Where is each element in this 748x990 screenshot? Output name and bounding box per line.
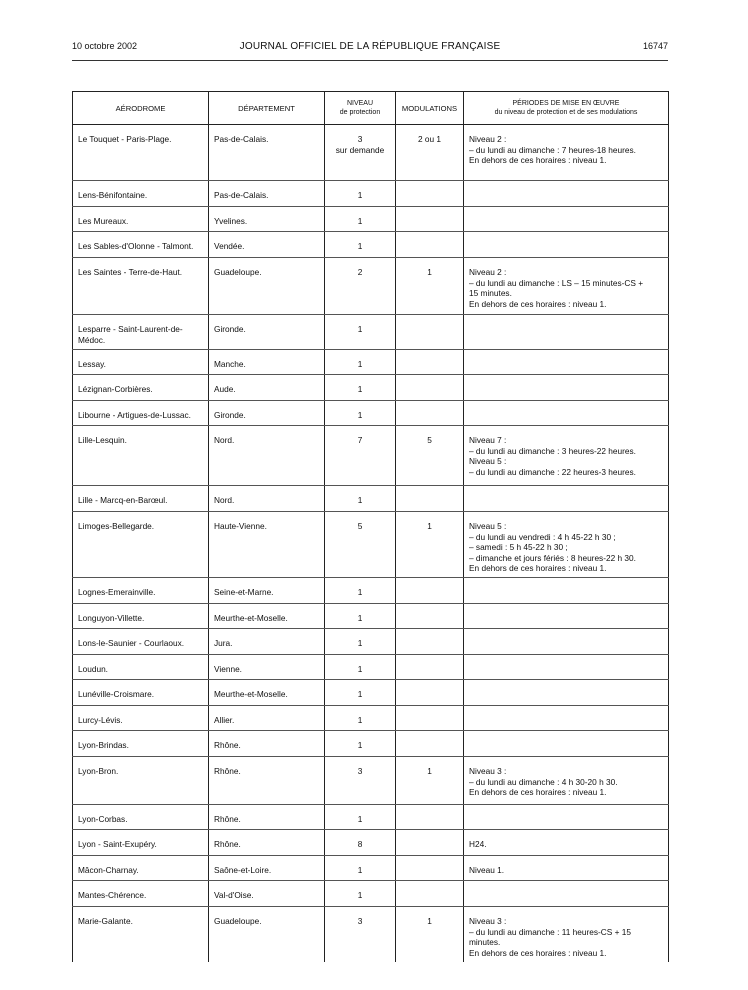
niveau-line: 2 bbox=[357, 267, 363, 277]
niveau-cell bbox=[325, 578, 396, 604]
col-niveau bbox=[325, 92, 396, 125]
aerodrome-cell: Les Saintes - Terre-de-Haut. bbox=[73, 258, 209, 315]
periodes-cell bbox=[464, 830, 669, 856]
aerodrome-cell: Mantes-Chérence. bbox=[73, 881, 209, 907]
col-aerodrome: AÉRODROME bbox=[73, 92, 209, 125]
niveau-cell bbox=[325, 805, 396, 830]
niveau-cell bbox=[325, 512, 396, 578]
periode-line: – samedi : 5 h 45-22 h 30 ; bbox=[469, 542, 568, 552]
niveau-cell bbox=[325, 125, 396, 181]
table-row bbox=[73, 830, 669, 856]
modulations-cell bbox=[396, 856, 464, 881]
departement-cell: Val-d'Oise. bbox=[209, 881, 325, 907]
departement-cell: Haute-Vienne. bbox=[209, 512, 325, 578]
modulations-cell bbox=[396, 881, 464, 907]
table-row bbox=[73, 706, 669, 731]
table-row bbox=[73, 578, 669, 604]
col-niveau-line1: NIVEAU bbox=[346, 100, 374, 107]
niveau-cell bbox=[325, 207, 396, 232]
periode-line: Niveau 5 : bbox=[469, 521, 507, 531]
niveau-line: 1 bbox=[357, 689, 363, 699]
aerodrome-cell: Limoges-Bellegarde. bbox=[73, 512, 209, 578]
table-row bbox=[73, 350, 669, 375]
departement-cell: Guadeloupe. bbox=[209, 907, 325, 962]
niveau-cell bbox=[325, 706, 396, 731]
modulations-cell bbox=[396, 830, 464, 856]
niveau-cell bbox=[325, 181, 396, 207]
periodes-cell bbox=[464, 856, 669, 881]
periodes-cell bbox=[464, 604, 669, 629]
table-row bbox=[73, 907, 669, 962]
niveau-line: 1 bbox=[357, 216, 363, 226]
periodes-cell bbox=[464, 375, 669, 401]
aerodrome-cell: Lyon-Bron. bbox=[73, 757, 209, 805]
aerodrome-cell: Marie-Galante. bbox=[73, 907, 209, 962]
niveau-line: 1 bbox=[357, 384, 363, 394]
departement-cell: Pas-de-Calais. bbox=[209, 181, 325, 207]
table-row bbox=[73, 805, 669, 830]
table-row bbox=[73, 375, 669, 401]
table-row bbox=[73, 655, 669, 680]
aerodrome-cell: Lens-Bénifontaine. bbox=[73, 181, 209, 207]
aerodrome-cell: Les Mureaux. bbox=[73, 207, 209, 232]
niveau-cell bbox=[325, 680, 396, 706]
table-row bbox=[73, 232, 669, 258]
departement-cell: Yvelines. bbox=[209, 207, 325, 232]
modulations-cell bbox=[396, 805, 464, 830]
niveau-line: 3 bbox=[357, 134, 363, 144]
niveau-cell bbox=[325, 315, 396, 350]
periodes-cell bbox=[464, 181, 669, 207]
periodes-cell bbox=[464, 125, 669, 181]
aerodrome-cell: Le Touquet - Paris-Plage. bbox=[73, 125, 209, 181]
niveau-line: 1 bbox=[357, 814, 363, 824]
periode-line: Niveau 7 : bbox=[469, 435, 507, 445]
aerodrome-cell: Lille-Lesquin. bbox=[73, 426, 209, 486]
journal-title: JOURNAL OFFICIEL DE LA RÉPUBLIQUE FRANÇAISE bbox=[239, 41, 501, 52]
periodes-cell bbox=[464, 258, 669, 315]
periode-line: – du lundi au dimanche : 7 heures-18 heures. bbox=[469, 144, 636, 155]
modulations-cell bbox=[396, 207, 464, 232]
aerodrome-cell: Lesparre - Saint-Laurent-de-Médoc. bbox=[73, 315, 209, 350]
niveau-cell bbox=[325, 907, 396, 962]
periode-line: En dehors de ces horaires : niveau 1. bbox=[469, 947, 607, 958]
aerodrome-cell: Lognes-Emerainville. bbox=[73, 578, 209, 604]
niveau-cell bbox=[325, 731, 396, 757]
niveau-line: 1 bbox=[357, 190, 363, 200]
niveau-line: 1 bbox=[357, 638, 363, 648]
departement-cell: Allier. bbox=[209, 706, 325, 731]
col-periodes-line2: du niveau de protection et de ses modulations bbox=[494, 109, 638, 116]
periodes-cell bbox=[464, 629, 669, 655]
niveau-cell bbox=[325, 401, 396, 426]
modulations-cell: 1 bbox=[396, 512, 464, 578]
niveau-line: 1 bbox=[357, 613, 363, 623]
table-row bbox=[73, 181, 669, 207]
periodes-cell bbox=[464, 401, 669, 426]
aerodrome-cell: Libourne - Artigues-de-Lussac. bbox=[73, 401, 209, 426]
header-rule bbox=[72, 60, 668, 61]
niveau-cell bbox=[325, 830, 396, 856]
departement-cell: Rhône. bbox=[209, 830, 325, 856]
niveau-line: 1 bbox=[357, 241, 363, 251]
periode-line: – du lundi au dimanche : 3 heures-22 heures. bbox=[469, 445, 636, 456]
departement-cell: Rhône. bbox=[209, 757, 325, 805]
periode-line: – du lundi au vendredi : 4 h 45-22 h 30 ; bbox=[469, 531, 616, 542]
departement-cell: Aude. bbox=[209, 375, 325, 401]
niveau-line: 7 bbox=[357, 435, 363, 445]
aerodrome-cell: Lons-le-Saunier - Courlaoux. bbox=[73, 629, 209, 655]
niveau-cell bbox=[325, 629, 396, 655]
periode-line: Niveau 2 : bbox=[469, 134, 507, 144]
niveau-line: 1 bbox=[357, 324, 363, 334]
modulations-cell bbox=[396, 315, 464, 350]
departement-cell: Jura. bbox=[209, 629, 325, 655]
modulations-cell bbox=[396, 486, 464, 512]
table-row bbox=[73, 258, 669, 315]
niveau-cell bbox=[325, 258, 396, 315]
niveau-line: 1 bbox=[357, 740, 363, 750]
periode-line: H24. bbox=[469, 839, 487, 849]
aerodrome-table bbox=[72, 91, 669, 962]
modulations-cell bbox=[396, 401, 464, 426]
modulations-cell bbox=[396, 350, 464, 375]
niveau-line: 1 bbox=[357, 587, 363, 597]
table-row bbox=[73, 629, 669, 655]
niveau-line: 5 bbox=[357, 521, 363, 531]
table-row bbox=[73, 512, 669, 578]
periodes-cell bbox=[464, 512, 669, 578]
table-row bbox=[73, 486, 669, 512]
niveau-line: 1 bbox=[357, 664, 363, 674]
niveau-line: 3 bbox=[357, 766, 363, 776]
niveau-cell bbox=[325, 426, 396, 486]
departement-cell: Pas-de-Calais. bbox=[209, 125, 325, 181]
periodes-cell bbox=[464, 680, 669, 706]
table-row bbox=[73, 315, 669, 350]
aerodrome-cell: Lurcy-Lévis. bbox=[73, 706, 209, 731]
table-row bbox=[73, 401, 669, 426]
periodes-cell bbox=[464, 757, 669, 805]
periodes-cell bbox=[464, 232, 669, 258]
niveau-cell bbox=[325, 604, 396, 629]
periode-line: En dehors de ces horaires : niveau 1. bbox=[469, 298, 607, 309]
aerodrome-cell: Lessay. bbox=[73, 350, 209, 375]
table-row bbox=[73, 604, 669, 629]
modulations-cell bbox=[396, 578, 464, 604]
departement-cell: Seine-et-Marne. bbox=[209, 578, 325, 604]
table-row bbox=[73, 680, 669, 706]
departement-cell: Meurthe-et-Moselle. bbox=[209, 604, 325, 629]
departement-cell: Vendée. bbox=[209, 232, 325, 258]
departement-cell: Gironde. bbox=[209, 315, 325, 350]
col-periodes-line1: PÉRIODES DE MISE EN ŒUVRE bbox=[512, 100, 620, 107]
modulations-cell: 1 bbox=[396, 258, 464, 315]
periode-line: – dimanche et jours fériés : 8 heures-22 h 30. bbox=[469, 552, 636, 563]
niveau-line: sur demande bbox=[335, 144, 385, 155]
periode-line: 15 minutes. bbox=[469, 288, 512, 298]
page-header bbox=[72, 41, 668, 55]
niveau-line: 1 bbox=[357, 359, 363, 369]
niveau-line: 8 bbox=[357, 839, 363, 849]
table-row bbox=[73, 856, 669, 881]
niveau-cell bbox=[325, 881, 396, 907]
modulations-cell bbox=[396, 655, 464, 680]
aerodrome-cell: Lyon-Brindas. bbox=[73, 731, 209, 757]
modulations-cell: 2 ou 1 bbox=[396, 125, 464, 181]
col-periodes bbox=[464, 92, 669, 125]
aerodrome-cell: Loudun. bbox=[73, 655, 209, 680]
periode-line: Niveau 2 : bbox=[469, 267, 507, 277]
col-modulations: MODULATIONS bbox=[396, 92, 464, 125]
table-row bbox=[73, 125, 669, 181]
aerodrome-cell: Mâcon-Charnay. bbox=[73, 856, 209, 881]
periode-line: En dehors de ces horaires : niveau 1. bbox=[469, 787, 607, 797]
col-departement: DÉPARTEMENT bbox=[209, 92, 325, 125]
modulations-cell bbox=[396, 629, 464, 655]
niveau-line: 1 bbox=[357, 410, 363, 420]
page-number: 16747 bbox=[642, 41, 668, 51]
table-row bbox=[73, 207, 669, 232]
table-header-row bbox=[73, 92, 669, 125]
table-row bbox=[73, 426, 669, 486]
niveau-line: 1 bbox=[357, 495, 363, 505]
periodes-cell bbox=[464, 731, 669, 757]
niveau-cell bbox=[325, 350, 396, 375]
niveau-line: 1 bbox=[357, 890, 363, 900]
modulations-cell: 1 bbox=[396, 907, 464, 962]
modulations-cell bbox=[396, 232, 464, 258]
periodes-cell bbox=[464, 805, 669, 830]
modulations-cell bbox=[396, 604, 464, 629]
periodes-cell bbox=[464, 207, 669, 232]
periodes-cell bbox=[464, 486, 669, 512]
niveau-cell bbox=[325, 757, 396, 805]
periode-line: Niveau 3 : bbox=[469, 916, 507, 926]
table-body bbox=[73, 125, 669, 962]
aerodrome-cell: Lunéville-Croismare. bbox=[73, 680, 209, 706]
periode-line: En dehors de ces horaires : niveau 1. bbox=[469, 155, 607, 165]
periode-line: En dehors de ces horaires : niveau 1. bbox=[469, 563, 607, 573]
periodes-cell bbox=[464, 350, 669, 375]
periode-line: – du lundi au dimanche : LS – 15 minutes-CS + bbox=[469, 277, 644, 288]
periode-line: Niveau 3 : bbox=[469, 766, 507, 776]
periode-line: Niveau 1. bbox=[469, 865, 505, 875]
departement-cell: Gironde. bbox=[209, 401, 325, 426]
table-row bbox=[73, 757, 669, 805]
periode-line: – du lundi au dimanche : 11 heures-CS + 15 minutes. bbox=[469, 926, 631, 947]
periodes-cell bbox=[464, 315, 669, 350]
periodes-cell bbox=[464, 706, 669, 731]
niveau-cell bbox=[325, 856, 396, 881]
departement-cell: Guadeloupe. bbox=[209, 258, 325, 315]
niveau-cell bbox=[325, 655, 396, 680]
aerodrome-cell: Les Sables-d'Olonne - Talmont. bbox=[73, 232, 209, 258]
aerodrome-cell: Lyon - Saint-Exupéry. bbox=[73, 830, 209, 856]
niveau-line: 1 bbox=[357, 715, 363, 725]
departement-cell: Nord. bbox=[209, 426, 325, 486]
modulations-cell: 1 bbox=[396, 757, 464, 805]
modulations-cell: 5 bbox=[396, 426, 464, 486]
issue-date: 10 octobre 2002 bbox=[72, 41, 138, 51]
periode-line: – du lundi au dimanche : 4 h 30-20 h 30. bbox=[469, 776, 618, 787]
table-row bbox=[73, 731, 669, 757]
periodes-cell bbox=[464, 881, 669, 907]
periodes-cell bbox=[464, 907, 669, 962]
periodes-cell bbox=[464, 578, 669, 604]
departement-cell: Vienne. bbox=[209, 655, 325, 680]
modulations-cell bbox=[396, 680, 464, 706]
table-row bbox=[73, 881, 669, 907]
modulations-cell bbox=[396, 731, 464, 757]
niveau-cell bbox=[325, 232, 396, 258]
aerodrome-cell: Lyon-Corbas. bbox=[73, 805, 209, 830]
niveau-line: 3 bbox=[357, 916, 363, 926]
departement-cell: Saône-et-Loire. bbox=[209, 856, 325, 881]
departement-cell: Rhône. bbox=[209, 731, 325, 757]
modulations-cell bbox=[396, 181, 464, 207]
aerodrome-cell: Lézignan-Corbières. bbox=[73, 375, 209, 401]
modulations-cell bbox=[396, 375, 464, 401]
departement-cell: Nord. bbox=[209, 486, 325, 512]
periodes-cell bbox=[464, 426, 669, 486]
aerodrome-cell: Lille - Marcq-en-Barœul. bbox=[73, 486, 209, 512]
departement-cell: Meurthe-et-Moselle. bbox=[209, 680, 325, 706]
modulations-cell bbox=[396, 706, 464, 731]
col-niveau-line2: de protection bbox=[339, 109, 381, 116]
niveau-cell bbox=[325, 486, 396, 512]
periodes-cell bbox=[464, 655, 669, 680]
periode-line: – du lundi au dimanche : 22 heures-3 heures. bbox=[469, 466, 636, 477]
niveau-cell bbox=[325, 375, 396, 401]
niveau-line: 1 bbox=[357, 865, 363, 875]
periode-line: Niveau 5 : bbox=[469, 456, 507, 466]
departement-cell: Rhône. bbox=[209, 805, 325, 830]
aerodrome-cell: Longuyon-Villette. bbox=[73, 604, 209, 629]
departement-cell: Manche. bbox=[209, 350, 325, 375]
